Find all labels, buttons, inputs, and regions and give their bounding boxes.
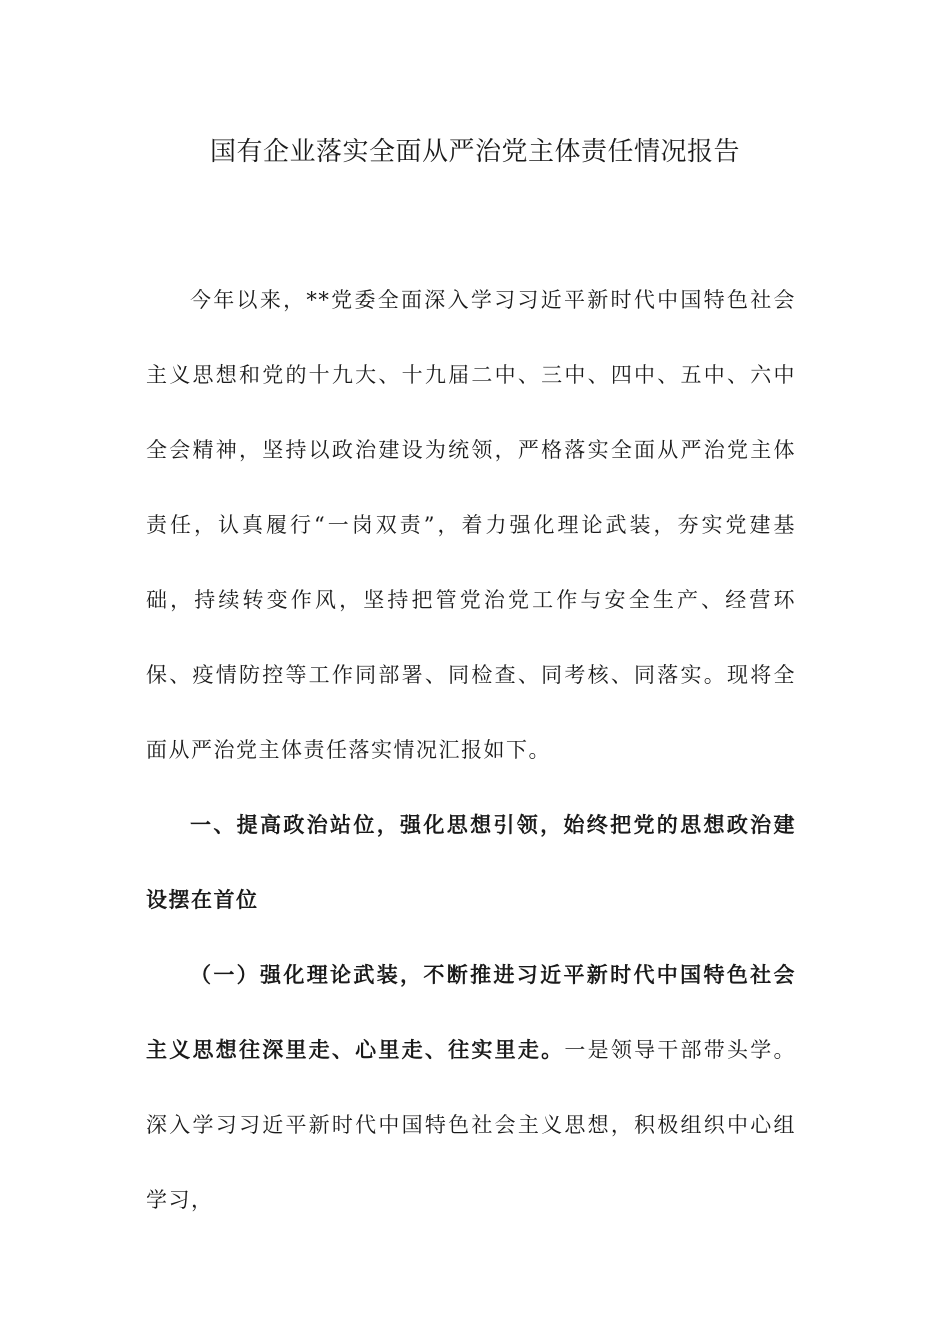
subsection-1-text: 一是领导干部带头学。深入学习习近平新时代中国特色社会主义思想，积极组织中心组学习， [146,1038,797,1212]
document-body [146,263,796,1238]
intro-paragraph: 今年以来，**党委全面深入学习习近平新时代中国特色社会主义思想和党的十九大、十九届二中、三中、四中、五中、六中全会精神，坚持以政治建设为统领，严格落实全面从严治党主体责任，认真履行“一岗双责”，着力强化理论武装，夯实党建基础，持续转变作风，坚持把管党治党工作与安全生产、经营环保、疫情防控等工作同部署、同检查、同考核、同落实。现将全面从严治党主体责任落实情况汇报如下。 [146,288,796,762]
section-1-heading: 一、提高政治站位，强化思想引领，始终把党的思想政治建设摆在首位 [146,813,796,912]
subsection-1-paragraph [146,938,796,1238]
document-title: 国有企业落实全面从严治党主体责任情况报告 [209,137,740,167]
subsection-1-heading: （一）强化理论武装，不断推进习近平新时代中国特色社会主义思想往深里走、心里走、往实里走。 [146,963,796,1062]
